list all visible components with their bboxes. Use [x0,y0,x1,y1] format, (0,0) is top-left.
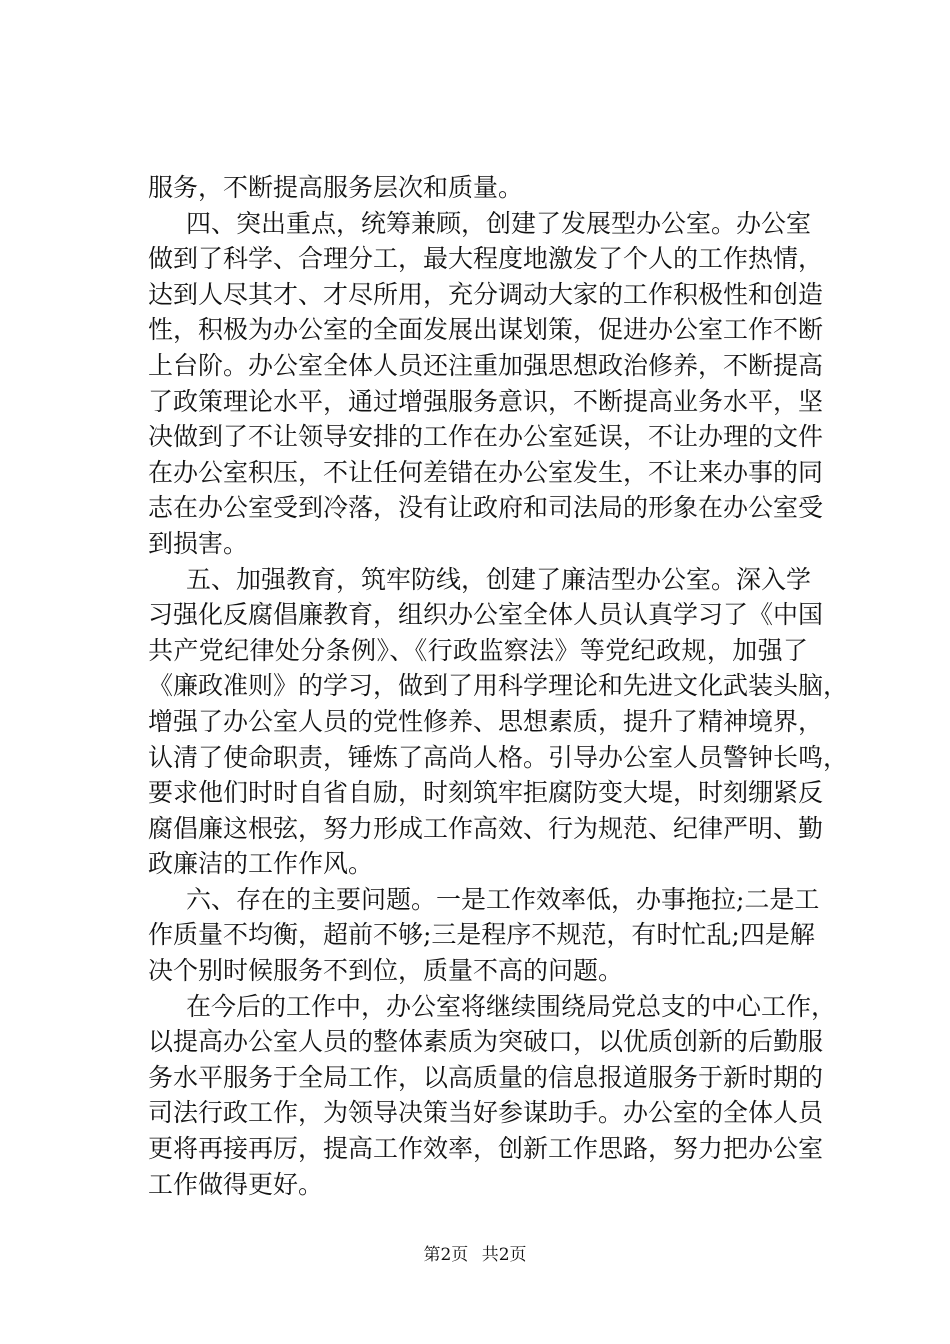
text-line: 作质量不均衡，超前不够;三是程序不规范，有时忙乱;四是解 [148,920,815,950]
text-line: 增强了办公室人员的党性修养、思想素质，提升了精神境界， [148,706,824,736]
text-line: 更将再接再厉，提高工作效率，创新工作思路，努力把办公室 [148,1134,824,1164]
paragraph [148,170,808,206]
text-line: 在今后的工作中，办公室将继续围绕局党总支的中心工作， [186,991,837,1021]
text-line: 性，积极为办公室的全面发展出谋划策，促进办公室工作不断 [148,315,824,345]
text-line: 以提高办公室人员的整体素质为突破口，以优质创新的后勤服 [148,1027,824,1057]
text-line: 习强化反腐倡廉教育，组织办公室全体人员认真学习了《中国 [148,600,824,630]
page-number: 第2页 [423,1245,469,1265]
text-line: 政廉洁的工作作风。 [148,849,374,879]
text-line: 决做到了不让领导安排的工作在办公室延误，不让办理的文件 [148,422,824,452]
text-line: 志在办公室受到冷落，没有让政府和司法局的形象在办公室受 [148,493,824,523]
text-line: 司法行政工作，为领导决策当好参谋助手。办公室的全体人员 [148,1098,824,1128]
text-line: 要求他们时时自省自励，时刻筑牢拒腐防变大堤，时刻绷紧反 [148,778,824,808]
text-line: 达到人尽其才、才尽所用，充分调动大家的工作积极性和创造 [148,279,824,309]
paragraph [148,989,837,1203]
paragraph [148,206,824,562]
paragraph [148,882,820,989]
text-line: 四、突出重点，统筹兼顾，创建了发展型办公室。办公室 [186,208,812,238]
page-footer [0,1244,950,1266]
text-line: 共产党纪律处分条例》、《行政监察法》等党纪政规，加强了 [148,635,808,665]
text-line: 认清了使命职责，锤炼了高尚人格。引导办公室人员警钟长鸣， [148,742,849,772]
text-line: 务水平服务于全局工作，以高质量的信息报道服务于新时期的 [148,1062,824,1092]
text-line: 上台阶。办公室全体人员还注重加强思想政治修养，不断提高 [148,350,824,380]
text-line: 《廉政准则》的学习，做到了用科学理论和先进文化武装头脑， [148,671,849,701]
text-line: 工作做得更好。 [148,1169,324,1199]
text-line: 了政策理论水平，通过增强服务意识，不断提高业务水平，坚 [148,386,824,416]
text-line: 服务，不断提高服务层次和质量。 [148,173,524,202]
page-total: 共2页 [481,1245,527,1265]
document-body [148,170,849,1202]
text-line: 六、存在的主要问题。一是工作效率低，办事拖拉;二是工 [186,884,820,914]
text-line: 腐倡廉这根弦，努力形成工作高效、行为规范、纪律严明、勤 [148,813,824,843]
text-line: 五、加强教育，筑牢防线，创建了廉洁型办公室。深入学 [186,564,812,594]
text-line: 在办公室积压，不让任何差错在办公室发生，不让来办事的同 [148,457,824,487]
text-line: 做到了科学、合理分工，最大程度地激发了个人的工作热情， [148,244,824,274]
paragraph [148,562,849,882]
text-line: 到损害。 [148,528,249,558]
text-line: 决个别时候服务不到位，质量不高的问题。 [148,956,624,986]
